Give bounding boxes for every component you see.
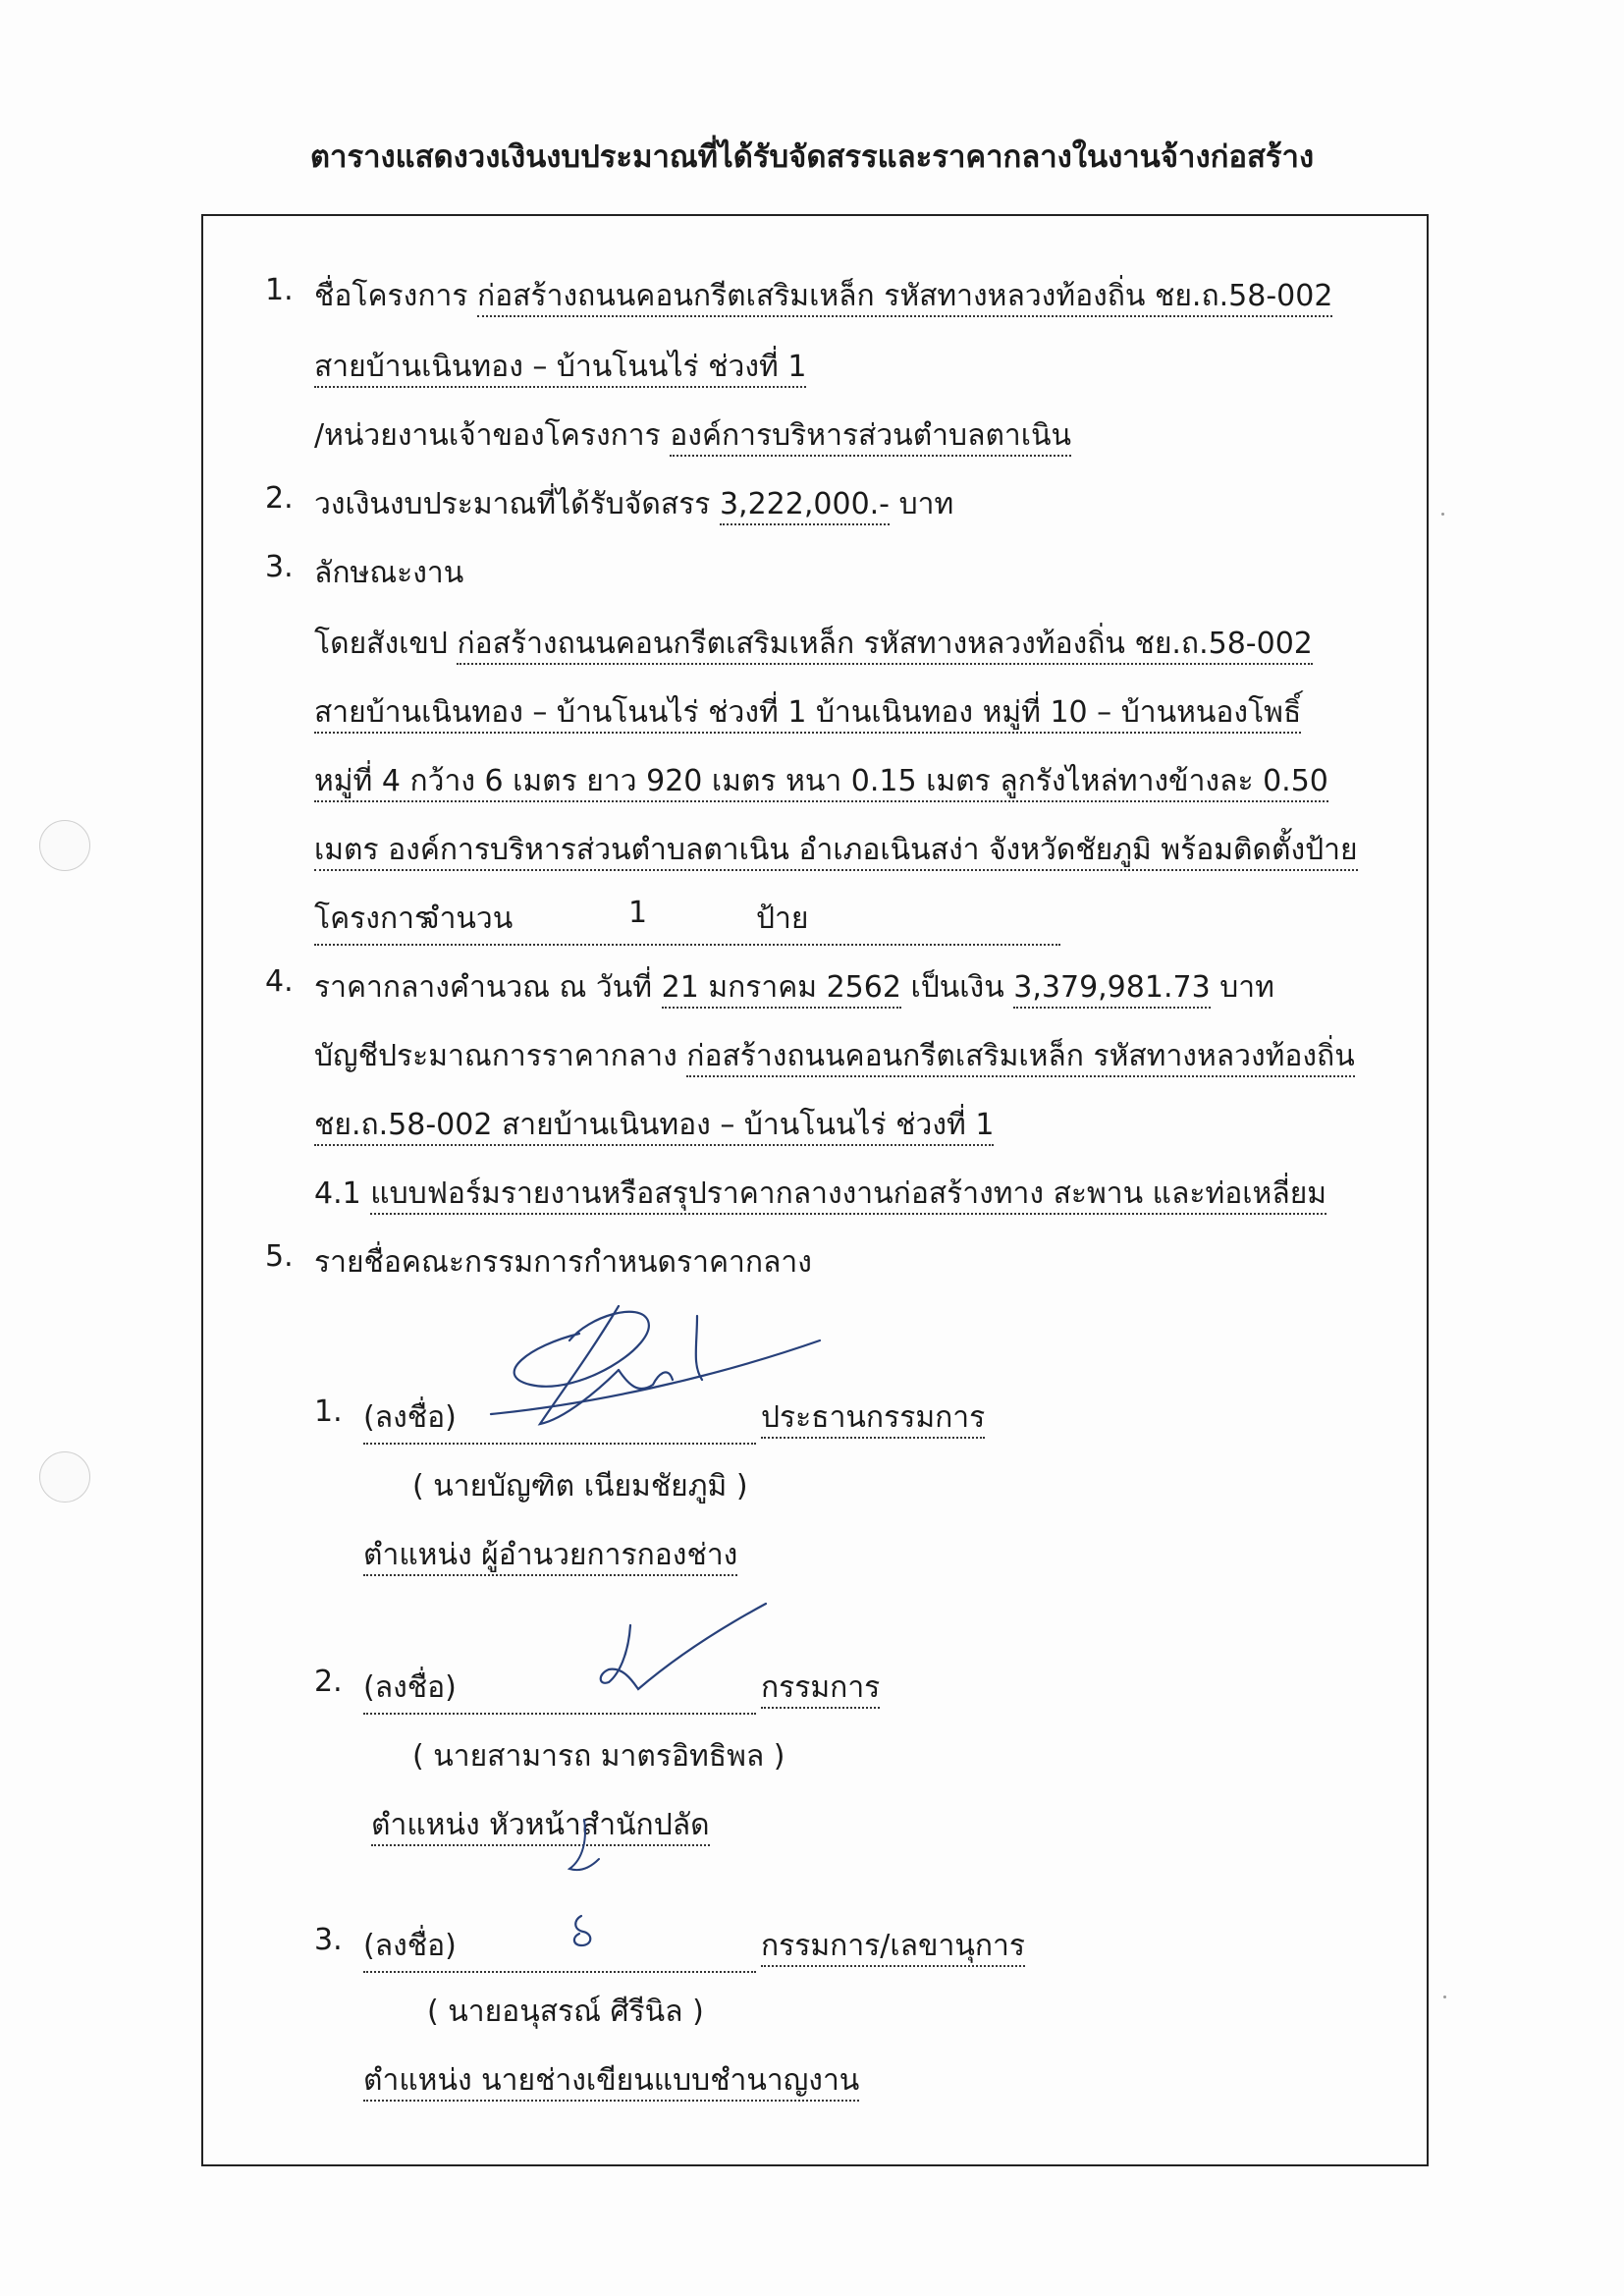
member2-sign-label: (ลงชื่อ) (363, 1665, 756, 1715)
sub-item-text: แบบฟอร์มรายงานหรือสรุปราคากลางงานก่อสร้างทาง สะพาน และท่อเหลี่ยม (370, 1176, 1326, 1215)
member1-role: ประธานกรรมการ (761, 1400, 985, 1439)
scan-speck (1443, 1995, 1446, 1998)
summary-label: โดยสังเขป (314, 627, 448, 661)
member2-role: กรรมการ (761, 1670, 880, 1709)
work-desc-line3: หมู่ที่ 4 กว้าง 6 เมตร ยาว 920 เมตร หนา 0.15 เมตร ลูกรังไหล่ทางข้างละ 0.50 (314, 764, 1328, 802)
owner-value: องค์การบริหารส่วนตำบลตาเนิน (670, 418, 1071, 457)
committee-heading: รายชื่อคณะกรรมการกำหนดราคากลาง (314, 1245, 812, 1280)
median-price-amount-label: เป็นเงิน (910, 970, 1004, 1005)
member1-position: ตำแหน่ง ผู้อำนวยการกองช่าง (363, 1538, 737, 1576)
item3-number: 3. (265, 550, 294, 584)
member1-name: ( นายบัญฑิต เนียมชัยภูมิ ) (412, 1469, 748, 1503)
member1-signature (471, 1286, 835, 1444)
member1-number: 1. (314, 1394, 343, 1429)
scan-speck (1441, 513, 1444, 516)
member2-position: ตำแหน่ง หัวหน้าสำนักปลัด (371, 1808, 710, 1846)
member2-name: ( นายสามารถ มาตรอิทธิพล ) (412, 1739, 785, 1774)
member3-position: ตำแหน่ง นายช่างเขียนแบบชำนาญงาน (363, 2063, 859, 2102)
item4-number: 4. (265, 964, 294, 999)
work-desc-line2: สายบ้านเนินทอง – บ้านโนนไร่ ช่วงที่ 1 บ้านเนินทอง หมู่ที่ 10 – บ้านหนองโพธิ์ (314, 695, 1301, 734)
bill-line1: ก่อสร้างถนนคอนกรีตเสริมเหล็ก รหัสทางหลวงท้องถิ่น (686, 1039, 1354, 1077)
sign-count-label: จำนวน (422, 902, 514, 936)
member2-initial-mark (560, 1815, 619, 1888)
project-name-line2: สายบ้านเนินทอง – บ้านโนนไร่ ช่วงที่ 1 (314, 350, 806, 388)
item1-row (314, 273, 1332, 319)
member3-number: 3. (314, 1923, 343, 1957)
member3-name: ( นายอนุสรณ์ ศีรีนิล ) (427, 1995, 704, 2029)
bill-label: บัญชีประมาณการราคากลาง (314, 1039, 677, 1073)
bill-line2: ชย.ถ.58-002 สายบ้านเนินทอง – บ้านโนนไร่ ช่วงที่ 1 (314, 1108, 994, 1146)
budget-unit: บาท (898, 487, 954, 521)
work-desc-line1: ก่อสร้างถนนคอนกรีตเสริมเหล็ก รหัสทางหลวงท้องถิ่น ชย.ถ.58-002 (457, 627, 1312, 665)
member3-sign-label: (ลงชื่อ) (363, 1923, 756, 1973)
member2-signature (579, 1596, 776, 1704)
member1-sign-label: (ลงชื่อ) (363, 1394, 756, 1445)
project-name-line1: ก่อสร้างถนนคอนกรีตเสริมเหล็ก รหัสทางหลวงท้องถิ่น ชย.ถ.58-002 (477, 279, 1332, 317)
median-price-amount: 3,379,981.73 (1013, 970, 1210, 1009)
sign-count-unit: ป้าย (756, 902, 809, 936)
sub-item-number: 4.1 (314, 1176, 361, 1211)
punch-hole (39, 820, 90, 871)
work-type-label: ลักษณะงาน (314, 556, 464, 590)
work-desc-line4: เมตร องค์การบริหารส่วนตำบลตาเนิน อำเภอเนินสง่า จังหวัดชัยภูมิ พร้อมติดตั้งป้าย (314, 833, 1358, 871)
project-name-label: ชื่อโครงการ (314, 279, 468, 313)
member2-number: 2. (314, 1665, 343, 1699)
sign-project-label: โครงการ (314, 902, 431, 936)
item2-number: 2. (265, 481, 294, 516)
punch-hole (39, 1451, 90, 1503)
budget-label: วงเงินงบประมาณที่ได้รับจัดสรร (314, 487, 711, 521)
budget-value: 3,222,000.- (720, 487, 890, 525)
median-price-unit: บาท (1219, 970, 1274, 1005)
item5-number: 5. (265, 1239, 294, 1274)
work-desc-line5 (314, 896, 1060, 946)
document-title: ตารางแสดงวงเงินงบประมาณที่ได้รับจัดสรรและราคากลางในงานจ้างก่อสร้าง (309, 139, 1315, 175)
member3-signature (560, 1910, 609, 1949)
owner-label: /หน่วยงานเจ้าของโครงการ (314, 418, 661, 453)
median-price-date: 21 มกราคม 2562 (662, 970, 901, 1009)
median-price-date-label: ราคากลางคำนวณ ณ วันที่ (314, 970, 653, 1005)
item1-number: 1. (265, 273, 294, 307)
sign-count-value: 1 (628, 896, 648, 930)
member3-role: กรรมการ/เลขานุการ (761, 1929, 1025, 1967)
